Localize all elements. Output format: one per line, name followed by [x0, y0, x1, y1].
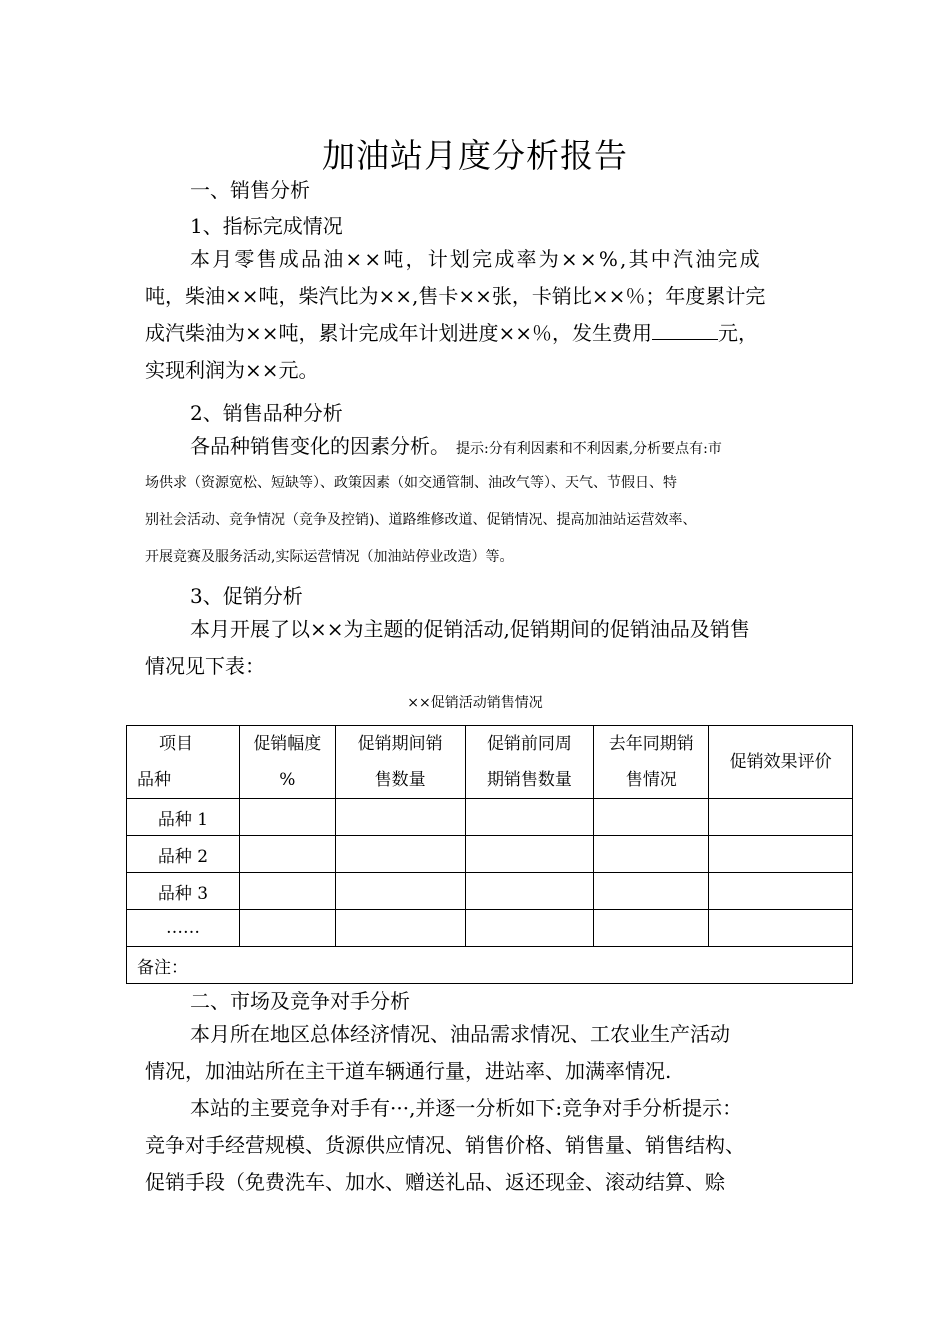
table-row	[127, 836, 853, 873]
paragraph-line: 情况见下表：	[145, 654, 265, 678]
table-cell	[239, 836, 335, 873]
header-cell-last-year	[594, 726, 709, 799]
header-text: 售数量	[374, 770, 426, 790]
table-cell	[465, 873, 594, 910]
table-cell	[465, 799, 594, 836]
header-item-bottom: 品种	[137, 770, 171, 790]
subsection-heading-promotion-analysis: 3、促销分析	[190, 584, 303, 608]
paragraph-line: 促销手段（免费洗车、加水、赠送礼品、返还现金、滚动结算、赊	[145, 1170, 725, 1194]
table-header-row	[127, 726, 853, 799]
subsection-heading-product-analysis: 2、销售品种分析	[190, 401, 343, 425]
table-caption: ××促销活动销售情况	[407, 695, 543, 711]
header-text: 促销期间销	[357, 734, 443, 754]
subsection-heading-target-completion: 1、指标完成情况	[190, 214, 343, 238]
table-cell	[709, 799, 853, 836]
paragraph-line	[190, 428, 722, 468]
table-row	[127, 799, 853, 836]
header-cell-promo-volume	[335, 726, 465, 799]
table-note-row	[127, 947, 853, 984]
hint-text: 开展竞赛及服务活动,实际运营情况（加油站停业改造）等。	[145, 549, 514, 565]
table-cell	[594, 910, 709, 947]
table-cell	[335, 799, 465, 836]
table-cell	[239, 873, 335, 910]
fill-in-blank	[652, 319, 718, 340]
hint-text: 场供求（资源宽松、短缺等）、政策因素（如交通管制、油改气等）、天气、节假日、特	[145, 475, 677, 491]
table-cell	[594, 836, 709, 873]
header-text: 期销售数量	[486, 770, 572, 790]
paragraph-line: 实现利润为××元。	[145, 358, 319, 382]
paragraph-line	[145, 315, 758, 352]
hint-text: 别社会活动、竞争情况（竞争及控销)、道路维修改道、促销情况、提高加油站运营效率、	[145, 512, 697, 528]
paragraph-line: 竞争对手经营规模、货源供应情况、销售价格、销售量、销售结构、	[145, 1133, 745, 1157]
table-cell	[709, 836, 853, 873]
paragraph-line: 本月开展了以××为主题的促销活动,促销期间的促销油品及销售	[190, 617, 750, 641]
table-row	[127, 910, 853, 947]
table-cell	[709, 873, 853, 910]
row-label: 品种 3	[127, 873, 240, 910]
header-cell-evaluation: 促销效果评价	[709, 726, 853, 799]
promotion-sales-table	[126, 725, 853, 984]
row-label: ……	[127, 910, 240, 947]
paragraph-line: 本月所在地区总体经济情况、油品需求情况、工农业生产活动	[190, 1022, 730, 1046]
table-cell	[465, 910, 594, 947]
table-cell	[465, 836, 594, 873]
paragraph-line: 本月零售成品油××吨，计划完成率为××%,其中汽油完成	[190, 247, 762, 271]
hint-text: 提示:分有利因素和不利因素,分析要点有:市	[456, 441, 722, 457]
header-item-top: 项目	[159, 734, 193, 754]
paragraph-text: 成汽柴油为××吨，累计完成年计划进度××％，发生费用	[145, 321, 653, 345]
paragraph-text: 元，	[718, 321, 759, 345]
header-text: 去年同期销	[608, 734, 694, 754]
paragraph-line: 本站的主要竞争对手有···,并逐一分析如下:竞争对手分析提示：	[190, 1096, 743, 1120]
table-cell	[335, 873, 465, 910]
table-row	[127, 873, 853, 910]
header-text: %	[279, 770, 296, 790]
table-cell	[594, 873, 709, 910]
row-label: 品种 1	[127, 799, 240, 836]
table-cell	[594, 799, 709, 836]
table-cell	[239, 799, 335, 836]
page-title: 加油站月度分析报告	[322, 136, 628, 175]
table-cell	[709, 910, 853, 947]
header-cell-pre-promo-volume	[465, 726, 594, 799]
table-cell	[335, 910, 465, 947]
header-cell-discount	[239, 726, 335, 799]
table-cell	[335, 836, 465, 873]
header-text: 促销前同周	[486, 734, 572, 754]
table-cell	[239, 910, 335, 947]
header-text: 售情况	[625, 770, 677, 790]
table-note: 备注：	[127, 947, 853, 984]
header-cell-item	[127, 726, 240, 799]
section-heading-sales-analysis: 一、销售分析	[190, 178, 310, 202]
paragraph-line: 情况，加油站所在主干道车辆通行量，进站率、加满率情况.	[145, 1059, 672, 1083]
paragraph-line: 吨，柴油××吨，柴汽比为××,售卡××张，卡销比××％；年度累计完	[145, 284, 766, 308]
paragraph-text: 各品种销售变化的因素分析。	[190, 434, 450, 458]
section-heading-market-competition: 二、市场及竞争对手分析	[190, 989, 410, 1013]
header-text: 促销幅度	[253, 734, 322, 754]
row-label: 品种 2	[127, 836, 240, 873]
